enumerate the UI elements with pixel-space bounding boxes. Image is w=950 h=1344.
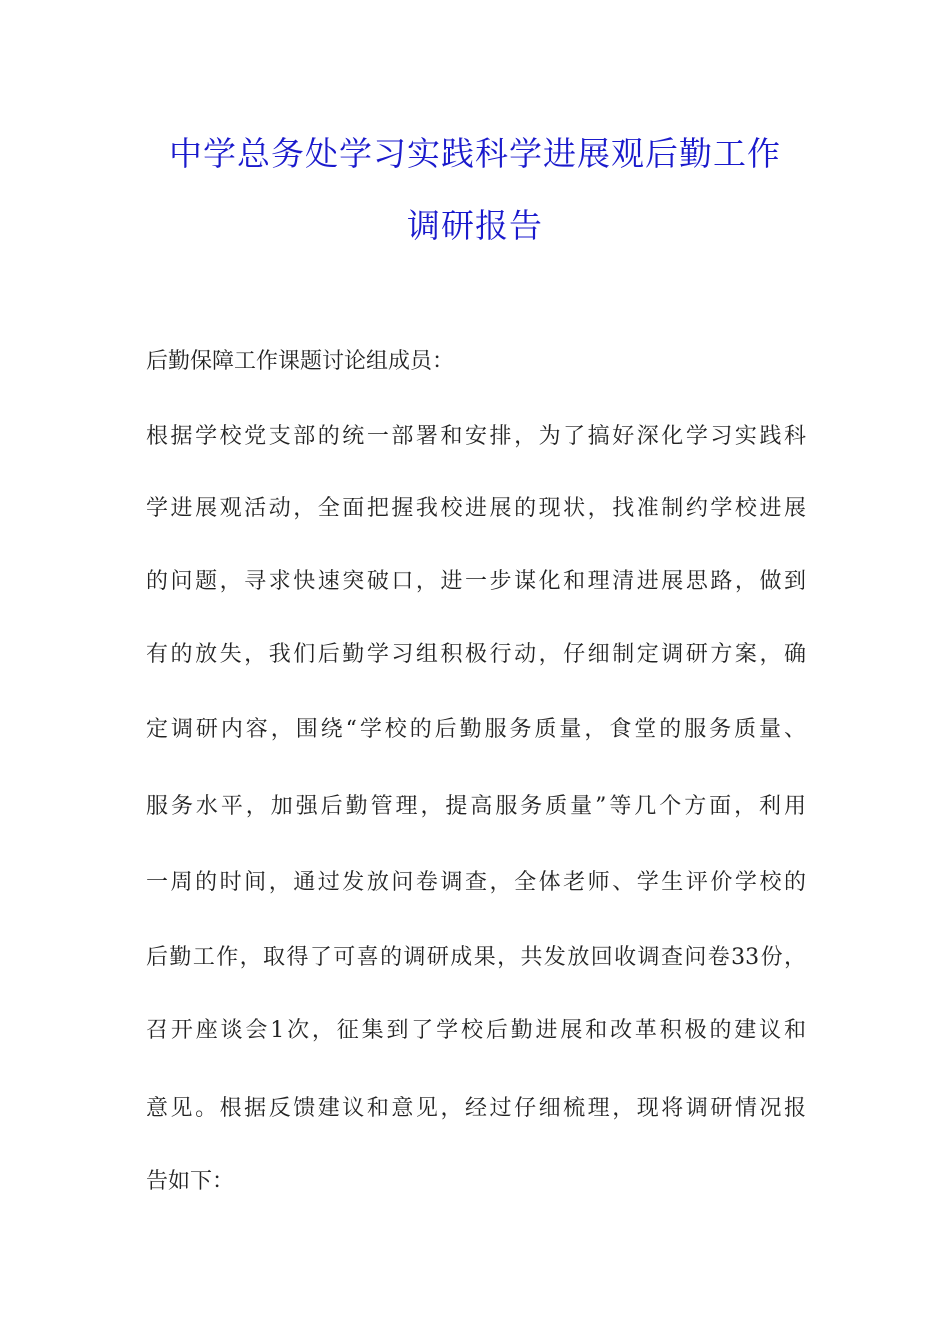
paragraph-line: 告如下： — [146, 1169, 235, 1194]
paragraph-line: 召开座谈会1次，征集到了学校后勤进展和改革积极的建议和 — [146, 1018, 806, 1043]
paragraph-line: 服务水平，加强后勤管理，提高服务质量”等几个方面，利用 — [146, 794, 806, 819]
paragraph-line: 后勤工作，取得了可喜的调研成果，共发放回收调查问卷33份， — [146, 945, 806, 970]
document-title-line-2: 调研报告 — [407, 206, 543, 245]
paragraph-line: 的问题，寻求快速突破口，进一步谋化和理清进展思路，做到 — [146, 569, 806, 594]
paragraph-line: 一周的时间，通过发放问卷调查，全体老师、学生评价学校的 — [146, 870, 806, 895]
paragraph-line: 学进展观活动，全面把握我校进展的现状，找准制约学校进展 — [146, 496, 806, 521]
document-title-line-1: 中学总务处学习实践科学进展观后勤工作 — [169, 134, 781, 173]
paragraph-line: 定调研内容，围绕“学校的后勤服务质量，食堂的服务质量、 — [146, 717, 806, 742]
members-heading: 后勤保障工作课题讨论组成员： — [146, 349, 455, 374]
paragraph-line: 根据学校党支部的统一部署和安排，为了搞好深化学习实践科 — [146, 424, 806, 449]
paragraph-line: 有的放失，我们后勤学习组积极行动，仔细制定调研方案，确 — [146, 642, 806, 667]
paragraph-line: 意见。根据反馈建议和意见，经过仔细梳理，现将调研情况报 — [146, 1096, 806, 1121]
